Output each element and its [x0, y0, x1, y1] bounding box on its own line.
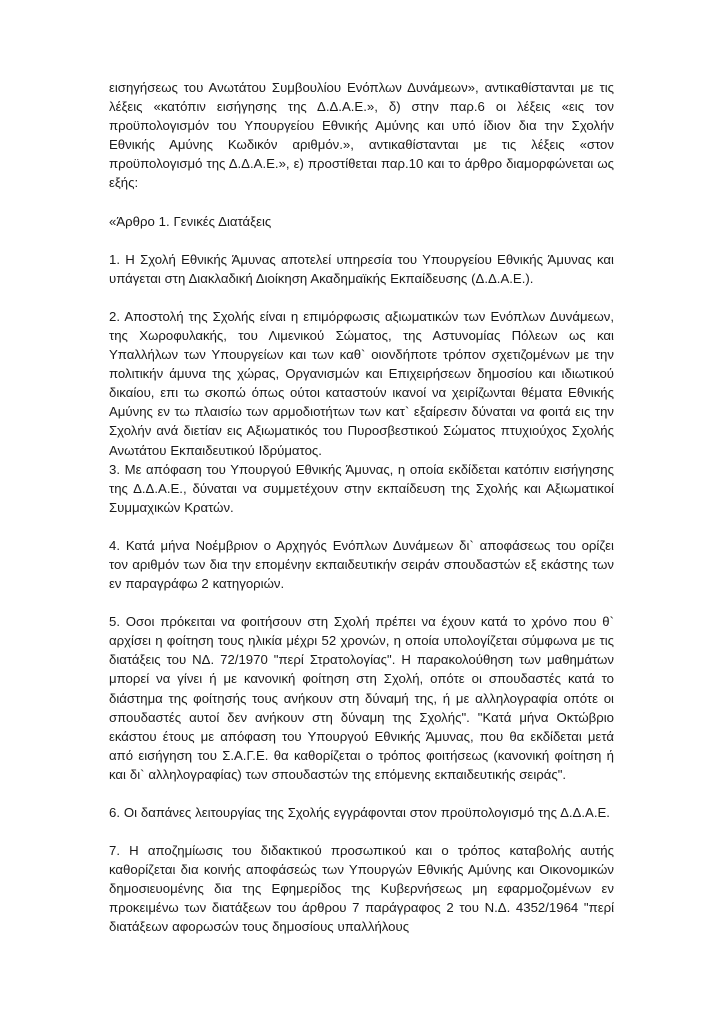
- document-page: [109, 78, 614, 956]
- paragraph-7: 7. Η αποζημίωσις του διδακτικού προσωπικού και ο τρόπος καταβολής αυτής καθορίζεται δια κοινής αποφάσεώς των Υπουργών Εθνικής Αμύνης και Οικονομικών δημοσιευομένης δια της Εφημερίδος της Κυβερνήσεως μη εφαρμοζομένων εν προκειμένω των διατάξεων του άρθρου 7 παράγραφος 2 του Ν.Δ. 4352/1964 "περί διατάξεων αφορωσών τους δημοσίους υπαλλήλους: [109, 843, 614, 935]
- paragraph-4: 4. Κατά μήνα Νοέμβριον ο Αρχηγός Ενόπλων Δυνάμεων δι` αποφάσεως του ορίζει τον αριθμόν των δια την επομένην εκπαιδευτικήν σειράν σπουδαστών εξ εκάστης των εν παραγράφω 2 κατηγοριών.: [109, 537, 614, 592]
- paragraph-5: 5. Οσοι πρόκειται να φοιτήσουν στη Σχολή πρέπει να έχουν κατά το χρόνο που θ` αρχίσει η φοίτηση τους ηλικία μέχρι 52 χρονών, η οποία υπολογίζεται σύμφωνα με τις διατάξεις του ΝΔ. 72/1970 "περί Στρατολογίας". Η παρακολούθηση των μαθημάτων μπορεί να γίνει ή με κανονική φοίτηση στη Σχολή, οπότε οι σπουδαστές κατά το διάστημα της φοίτησής τους ανήκουν στη δύναμή της, ή με αλληλογραφία οπότε οι σπουδαστές αυτοί δεν ανήκουν στη δύναμη της Σχολής". "Κατά μήνα Οκτώβριο εκάστου έτους με απόφαση του Υπουργού Εθνικής Άμυνας, που θα εκδίδεται μετά από εισήγηση του Σ.Α.Γ.Ε. θα καθορίζεται ο τρόπος φοιτήσεως (κανονική φοίτηση ή και δι` αλληλογραφίας) των σπουδαστών της επόμενης εκπαιδευτικής σειράς".: [109, 614, 614, 782]
- paragraph-6: 6. Οι δαπάνες λειτουργίας της Σχολής εγγράφονται στον προϋπολογισμό της Δ.Δ.Α.Ε.: [109, 805, 610, 820]
- paragraph-3: 3. Με απόφαση του Υπουργού Εθνικής Άμυνας, η οποία εκδίδεται κατόπιν εισήγησης της Δ.Δ.Α.Ε., δύναται να συμμετέχουν στην εκπαίδευση της Σχολής και Αξιωματικοί Συμμαχικών Κρατών.: [109, 461, 614, 515]
- paragraph-2: 2. Αποστολή της Σχολής είναι η επιμόρφωσις αξιωματικών των Ενόπλων Δυνάμεων, της Χωροφυλακής, του Λιμενικού Σώματος, της Αστυνομίας Πόλεων ως και Υπαλλήλων των Υπουργείων και των καθ` οιονδήποτε τρόπον σχετιζομένων με την πολιτικήν άμυνα της χώρας, Οργανισμών και Επιχειρήσεων δημοσίου και ιδιωτικού δικαίου, επι τω σκοπώ όπως ούτοι καταστούν ικανοί να χειρίζωνται θέματα Εθνικής Αμύνης εν τω πλαισίω των αρμοδιοτήτων των κατ` εξαίρεσιν δύναται να φοιτά εις την Σχολήν ανά διετίαν εις Αξιωματικός του Πυροσβεστικού Σώματος πτυχιούχος Σχολής Ανωτάτου Εκπαιδευτικού Ιδρύματος.: [109, 308, 614, 458]
- intro-paragraph: εισηγήσεως του Ανωτάτου Συμβουλίου Ενόπλων Δυνάμεων», αντικαθίστανται με τις λέξεις «κατόπιν εισήγησης της Δ.Δ.Α.Ε.», δ) στην παρ.6 οι λέξεις «εις τον προϋπολογισμόν του Υπουργείου Εθνικής Αμύνης και υπό ίδιον δια την Σχολήν Εθνικής Αμύνης Κωδικόν αριθμόν.», αντικαθίστανται με τις λέξεις «στον προϋπολογισμό της Δ.Δ.Α.Ε.», ε) προστίθεται παρ.10 και το άρθρο διαμορφώνεται ως εξής:: [109, 80, 614, 191]
- paragraph-1: 1. Η Σχολή Εθνικής Άμυνας αποτελεί υπηρεσία του Υπουργείου Εθνικής Άμυνας και υπάγεται στη Διακλαδική Διοίκηση Ακαδημαϊκής Εκπαίδευσης (Δ.Δ.Α.Ε.).: [109, 251, 614, 286]
- article-heading: «Άρθρο 1. Γενικές Διατάξεις: [109, 213, 272, 229]
